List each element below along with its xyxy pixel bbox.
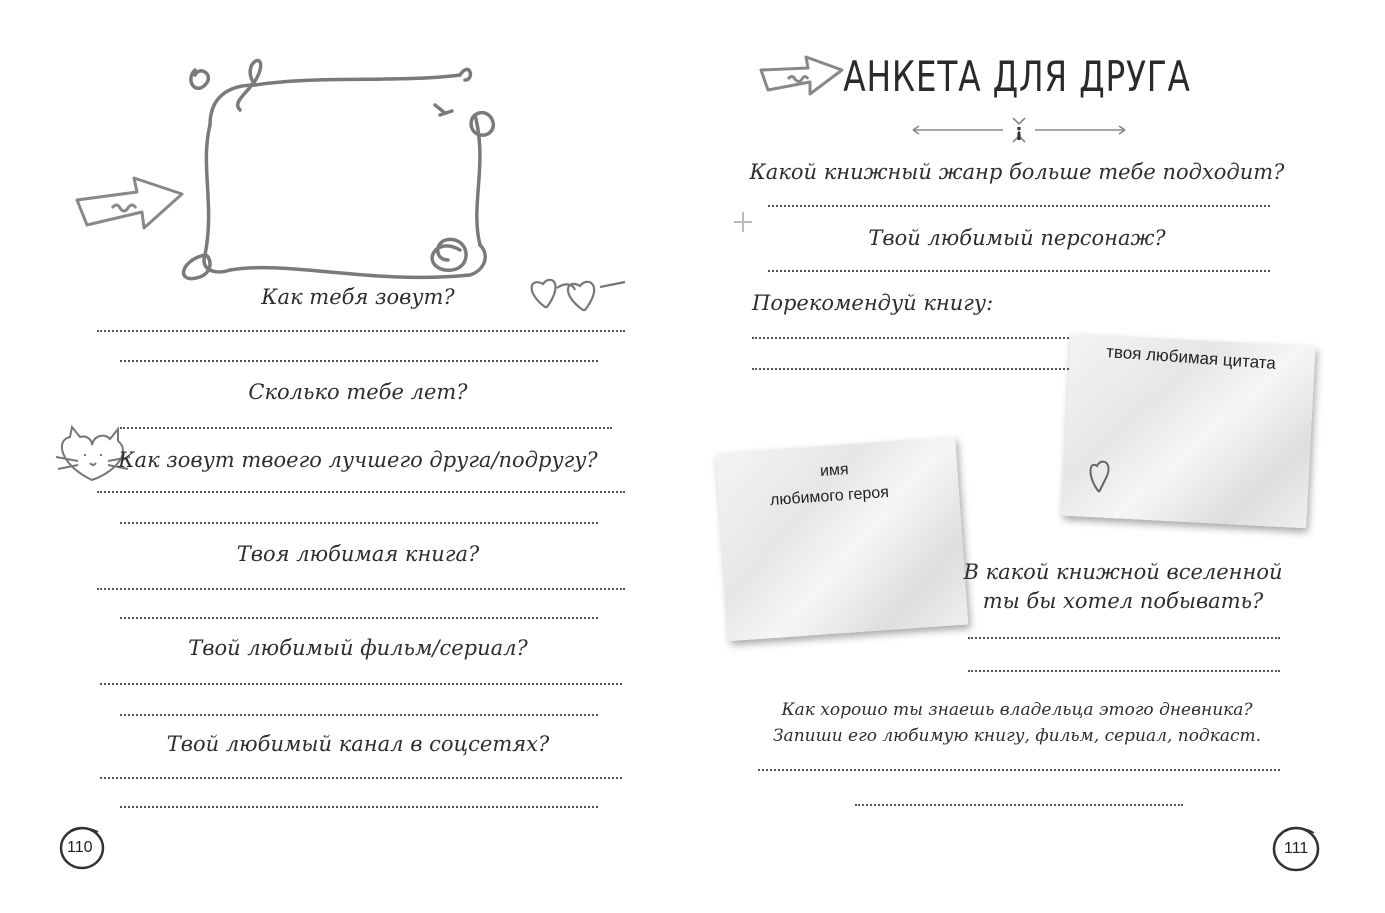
answer-line[interactable] (120, 617, 598, 619)
answer-line[interactable] (97, 330, 625, 332)
page-title: АНКЕТА ДЛЯ ДРУГА (843, 52, 1191, 101)
answer-line[interactable] (968, 670, 1280, 672)
question-character: Твой любимый персонаж? (868, 226, 1166, 250)
hero-note-label-1: имя (819, 461, 850, 480)
question-genre: Какой книжный жанр больше тебе подходит? (749, 160, 1285, 184)
answer-line[interactable] (855, 804, 1183, 806)
answer-line[interactable] (97, 588, 625, 590)
answer-line[interactable] (120, 806, 598, 808)
question-recommend: Порекомендуй книгу: (752, 291, 994, 315)
answer-line[interactable] (758, 769, 1280, 771)
page-number: 111 (1284, 840, 1309, 857)
answer-line[interactable] (120, 360, 598, 362)
arrow-icon (758, 52, 848, 102)
doodle-frame-icon (170, 55, 510, 295)
question-favorite-book: Твоя любимая книга? (236, 542, 480, 566)
answer-line[interactable] (120, 522, 598, 524)
svg-text:¡: ¡ (1014, 121, 1024, 142)
question-age: Сколько тебе лет? (248, 380, 468, 404)
answer-line[interactable] (768, 205, 1270, 207)
question-universe-2: ты бы хотел побывать? (982, 589, 1264, 613)
question-favorite-film: Твой любимый фильм/сериал? (188, 636, 528, 660)
answer-line[interactable] (100, 777, 622, 779)
answer-line[interactable] (968, 637, 1280, 639)
question-universe-1: В какой книжной вселенной (963, 560, 1283, 584)
question-name: Как тебя зовут? (261, 285, 455, 309)
answer-line[interactable] (752, 337, 1092, 339)
question-best-friend: Как зовут твоего лучшего друга/подругу? (118, 448, 598, 472)
hero-note-label-2: любимого героя (769, 483, 890, 510)
answer-line[interactable] (120, 714, 598, 716)
quote-note-label: твоя любимая цитата (1105, 342, 1277, 373)
arrow-icon (72, 170, 192, 240)
heart-glasses-icon (525, 272, 630, 317)
final-question-line2: Запиши его любимую книгу, фильм, сериал, подкаст. (772, 726, 1262, 746)
page-number: 110 (67, 839, 93, 856)
final-question-line1: Как хорошо ты знаешь владельца этого дневника? (781, 700, 1253, 720)
sparkle-icon (732, 210, 754, 234)
title-divider-icon (908, 115, 1130, 145)
answer-line[interactable] (120, 427, 612, 429)
answer-line[interactable] (752, 368, 1077, 370)
heart-icon (1085, 452, 1117, 496)
answer-line[interactable] (97, 491, 625, 493)
answer-line[interactable] (768, 270, 1270, 272)
question-favorite-channel: Твой любимый канал в соцсетях? (166, 732, 550, 756)
answer-line[interactable] (100, 683, 622, 685)
